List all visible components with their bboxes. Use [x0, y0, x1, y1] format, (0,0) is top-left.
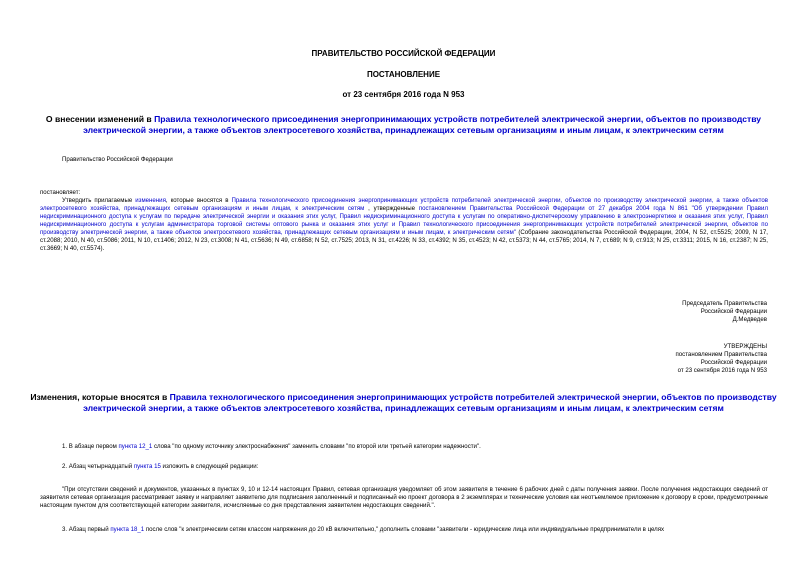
signature-role-line1: Председатель Правительства [682, 300, 767, 307]
rules-link[interactable]: Правила технологического присоединения энергопринимающих устройств потребителей электрической энергии, объектов по производству электрической энергии, а также объектов электросетевого хозяйства, принадлежащих сетевым организациям и иным лицам, к электрическим сетям [40, 197, 768, 213]
quoted-new-text: "При отсутствии сведений и документов, указанных в пунктах 9, 10 и 12-14 настоящих Правил, сетевая организация уведомляет об этом заявителя в течение 6 рабочих дней с даты получения заявки. После получения недостающих сведений от заявителя сетевая организация рассматривает заявку и направляет заявителю для подписания заполненный и подписанный ею проект договора в 2 экземплярах и технические условия как неотъемлемое приложение к договору в сроки, предусмотренные настоящим пунктом для соответствующей категории заявителя, исчисляемые со дня представления заявителем недостающих сведений.". [40, 486, 768, 510]
issuer: Правительство Российской Федерации [62, 156, 173, 163]
item-text: слова "по одному источнику электроснабжения" заменить словами "по второй или третьей категории надежности". [152, 443, 481, 450]
decree-861-link[interactable]: постановлением Правительства Российской Федерации от 27 декабря 2004 года N 861 "Об утверждении Правил недискриминационного доступа к услугам по передаче электрической энергии и оказания этих услуг, Правил недискриминационного доступа к услугам по оперативно-диспетчерскому управлению в электроэнергетике и оказания этих услуг, Правил недискриминационного доступа к услугам администратора торговой системы оптового рынка и оказания этих услуг и Правил технологического присоединения энергопринимающих устройств потребителей электрической энергии, объектов по производству электрической энергии, а также объектов электросетевого хозяйства, принадлежащих сетевым организациям и иным лицам, к электрическим сетям" [40, 205, 768, 237]
document-type-heading: ПОСТАНОВЛЕНИЕ [366, 70, 441, 79]
approval-label: УТВЕРЖДЕНЫ [723, 343, 767, 350]
approval-line3: от 23 сентября 2016 года N 953 [677, 367, 767, 375]
decree-title [30, 114, 777, 136]
signature-name: Д.Медведев [732, 316, 767, 324]
government-heading: ПРАВИТЕЛЬСТВО РОССИЙСКОЙ ФЕДЕРАЦИИ [311, 49, 496, 58]
changes-title-prefix: Изменения, которые вносятся в [30, 392, 170, 402]
approval-block [675, 343, 767, 375]
clause-12-1-link[interactable]: пункта 12_1 [118, 443, 153, 450]
resolution-text: , утвержденные [364, 205, 419, 213]
change-item-3 [62, 526, 768, 534]
decree-title-prefix: О внесении изменений в [45, 114, 155, 124]
change-item-2 [62, 463, 258, 471]
item-text: 3. Абзац первый [62, 526, 111, 533]
change-item-1 [62, 443, 481, 451]
signature-block [682, 300, 767, 324]
document-date-number: от 23 сентября 2016 года N 953 [342, 90, 465, 99]
decides-label: постановляет: [40, 189, 81, 196]
signature-role-line2: Российской Федерации [700, 308, 767, 316]
changes-rules-link[interactable]: Правила технологического присоединения энергопринимающих устройств потребителей электрической энергии, объектов по производству электрической энергии, а также объектов электросетевого хозяйства, принадлежащих сетевым организациям и иным лицам, к электрическим сетям [83, 392, 777, 414]
rules-title-link[interactable]: Правила технологического присоединения энергопринимающих устройств потребителей электрической энергии, объектов по производству электрической энергии, а также объектов электросетевого хозяйства, принадлежащих сетевым организациям и иным лицам, к электрическим сетям [83, 114, 762, 136]
item-text: после слов "к электрическим сетям классом напряжения до 20 кВ включительно," дополнить словами "заявители - юридические лица или индивидуальные предприниматели в целях [144, 526, 665, 533]
approval-line2: Российской Федерации [700, 359, 767, 367]
clause-18-1-link[interactable]: пункта 18_1 [110, 526, 145, 533]
resolution-text: (Собрание законодательства Российской Федерации, 2004, N 52, ст.5525; 2009, N 17, ст.2088; 2010, N 40, ст.5086; 2011, N 10, ст.1406; 2012, N 23, ст.3008; N 41, ст.5636; N 49, ст.6858; N 52, ст.7525; 2013, N 31, ст.4226; N 33, ст.4392; N 35, ст.4523; N 42, ст.5373; N 44, ст.5765; 2014, N 7, ст.689; N 9, ст.913; N 25, ст.3311; 2015, N 16, ст.2387; N 25, ст.3669; N 40, ст.5574). [40, 229, 768, 253]
resolution-paragraph [40, 197, 768, 253]
item-text: изложить в следующей редакции: [160, 463, 259, 470]
clause-15-link[interactable]: пункта 15 [133, 463, 161, 470]
approval-line1: постановлением Правительства [675, 351, 767, 359]
resolution-text: , которые вносятся в [165, 197, 232, 204]
resolution-text: Утвердить прилагаемые [62, 197, 136, 204]
changes-title [30, 392, 777, 414]
item-text: 2. Абзац четырнадцатый [62, 463, 134, 470]
changes-link[interactable]: изменения [135, 197, 166, 204]
item-text: 1. В абзаце первом [62, 443, 119, 450]
